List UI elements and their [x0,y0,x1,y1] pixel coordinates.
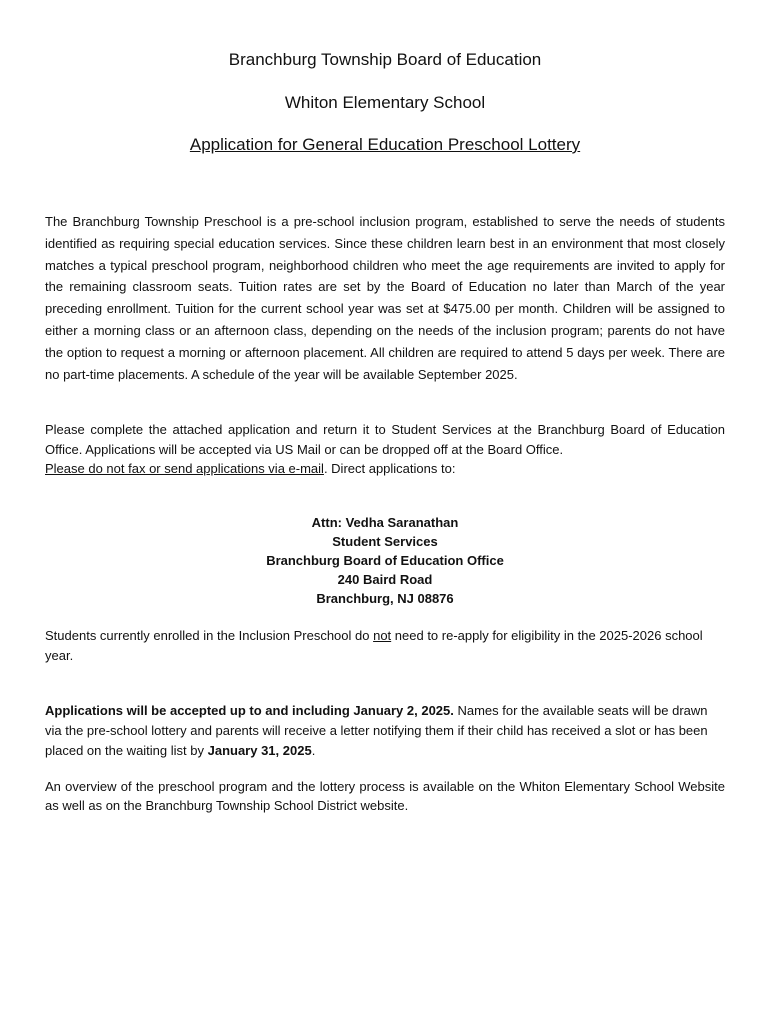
address-city: Branchburg, NJ 08876 [316,591,454,606]
intro-paragraph: The Branchburg Township Preschool is a pre-school inclusion program, established to serve the needs of students identified as requiring special education services. Since these children learn best in an environment that most closely matches a typical preschool program, neighborhood children who meet the age requirements are invited to apply for the remaining classroom seats. Tuition rates are set by the Board of Education no later than March of the year preceding enrollment. Tuition for the current school year was set at $475.00 per month. Children will be assigned to either a morning class or an afternoon class, depending on the needs of the inclusion program; parents do not have the option to request a morning or afternoon placement. All children are required to attend 5 days per week. There are no part-time placements. A schedule of the year will be available September 2025. [45,214,725,382]
reapply-before: Students currently enrolled in the Inclusion Preschool do [45,628,374,643]
instructions-text: Please complete the attached application and return it to Student Services at the Branchburg Board of Education Office. Applications will be accepted via US Mail or can be dropped off at the Board Office. [45,422,725,457]
address-office: Branchburg Board of Education Office [266,553,504,568]
reapply-emphasis: not [373,628,392,643]
deadline-end: . [311,743,316,758]
reapply-paragraph [45,626,725,666]
mailing-address [0,513,770,608]
instructions-paragraph [45,420,725,479]
deadline-middle: Names for the available seats will be drawn via the pre-school lottery and parents will receive a letter notifying them if their child has received a slot or has been placed on the waiting list by [45,703,708,758]
reapply-after: need to re-apply for eligibility in the 2025-2026 school year. [45,628,703,663]
deadline-paragraph [45,701,725,761]
deadline-lead: Applications will be accepted up to and including January 2, 2025. [45,703,454,718]
board-title: Branchburg Township Board of Education [228,50,542,69]
application-title: Application for General Education Preschool Lottery [189,135,581,154]
school-name: Whiton Elementary School [284,93,486,112]
overview-paragraph: An overview of the preschool program and the lottery process is available on the Whiton Elementary School Website as well as on the Branchburg Township School District website. [45,779,725,813]
direct-applications-text: . Direct applications to: [323,461,456,476]
address-street: 240 Baird Road [337,572,433,587]
address-department: Student Services [332,534,438,549]
deadline-date: January 31, 2025 [207,743,312,758]
address-attn: Attn: Vedha Saranathan [311,515,459,530]
no-fax-warning: Please do not fax or send applications via e-mail [45,461,324,476]
